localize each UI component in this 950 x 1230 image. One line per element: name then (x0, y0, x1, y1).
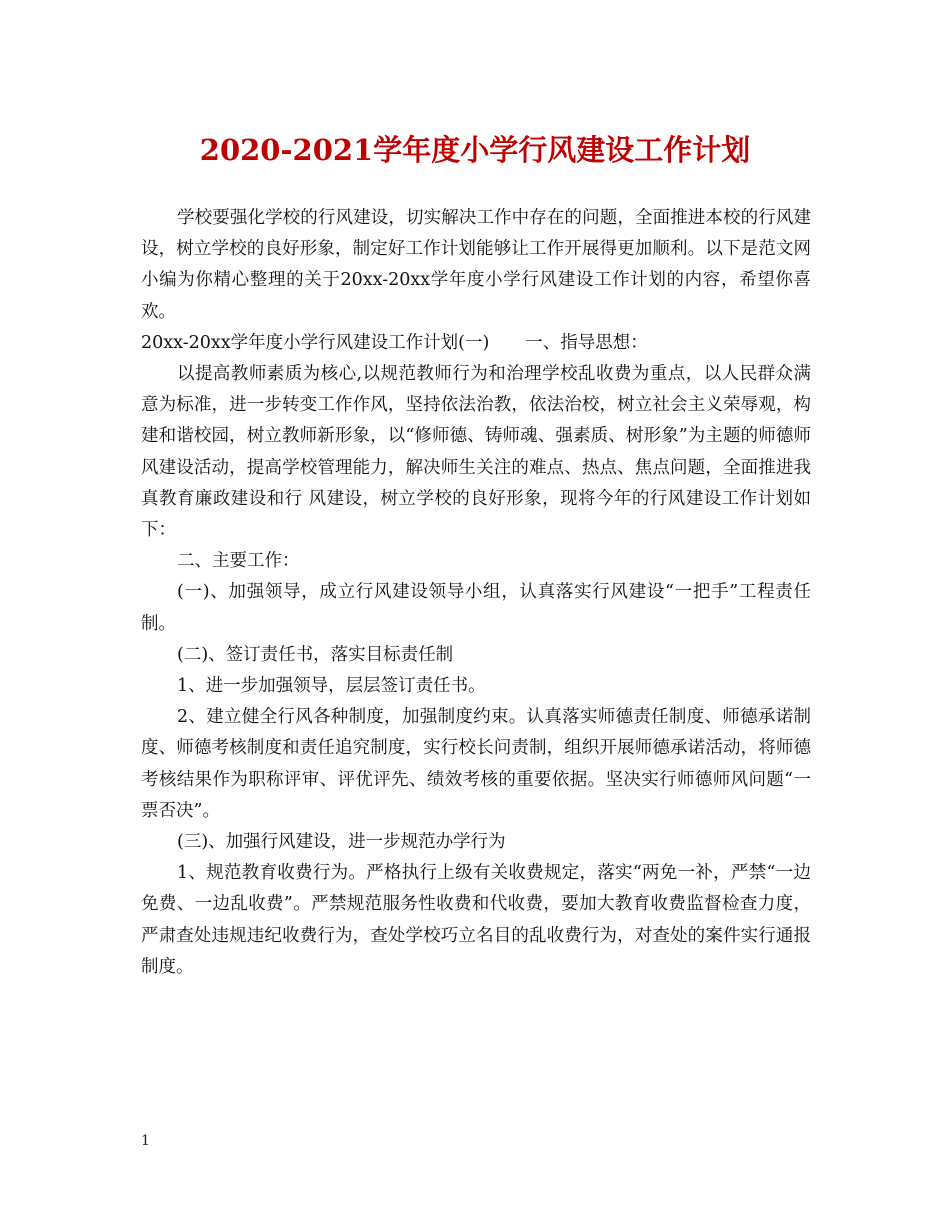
guiding-thought-paragraph: 以提高教师素质为核心,以规范教师行为和治理学校乱收费为重点，以人民群众满意为标准，进一步转变工作作风，坚持依法治教，依法治校，树立社会主义荣辱观，构建和谐校园，树立教师新形象，以“修师德、铸师魂、强素质、树形象”为主题的师德师风建设活动，提高学校管理能力，解决师生关注的难点、热点、焦点问题，全面推进我真教育廉政建设和行 风建设，树立学校的良好形象，现将今年的行风建设工作计划如下： (141, 364, 811, 541)
item3-1-paragraph: 1、规范教育收费行为。严格执行上级有关收费规定，落实“两免一补，严禁“一边免费、一边乱收费”。严禁规范服务性收费和代收费，要加大教育收费监督检查力度，严肃查处违规违纪收费行为，查处学校巧立名目的乱收费行为，对查处的案件实行通报制度。 (141, 863, 811, 977)
item2-2-paragraph: 2、建立健全行风各种制度，加强制度约束。认真落实师德责任制度、师德承诺制度、师德考核制度和责任追究制度，实行校长问责制，组织开展师德承诺活动，将师德考核结果作为职称评审、评优评先、绩效考核的重要依据。坚决实行师德师风问题“一票否决”。 (141, 707, 811, 821)
item2-1-paragraph: 1、进一步加强领导，层层签订责任书。 (177, 676, 486, 697)
item2-paragraph: (二)、签订责任书，落实目标责任制 (177, 644, 454, 665)
item3-paragraph: (三)、加强行风建设，进一步规范办学行为 (177, 832, 506, 853)
section1-heading: 一、指导思想： (525, 332, 648, 353)
item1-paragraph: (一)、加强领导，成立行风建设领导小组，认真落实行风建设“一把手”工程责任制。 (141, 582, 811, 634)
document-body (141, 203, 811, 983)
document-title: 2020-2021学年度小学行风建设工作计划 (199, 133, 751, 167)
page-number: 1 (141, 1133, 150, 1149)
section2-heading: 二、主要工作： (177, 551, 300, 572)
plan-heading-line (141, 328, 811, 359)
plan-heading: 20xx-20xx学年度小学行风建设工作计划(一) (141, 332, 490, 353)
intro-paragraph: 学校要强化学校的行风建设，切实解决工作中存在的问题，全面推进本校的行风建设，树立学校的良好形象，制定好工作计划能够让工作开展得更加顺利。以下是范文网小编为你精心整理的关于20xx-20xx学年度小学行风建设工作计划的内容，希望你喜欢。 (141, 208, 811, 322)
